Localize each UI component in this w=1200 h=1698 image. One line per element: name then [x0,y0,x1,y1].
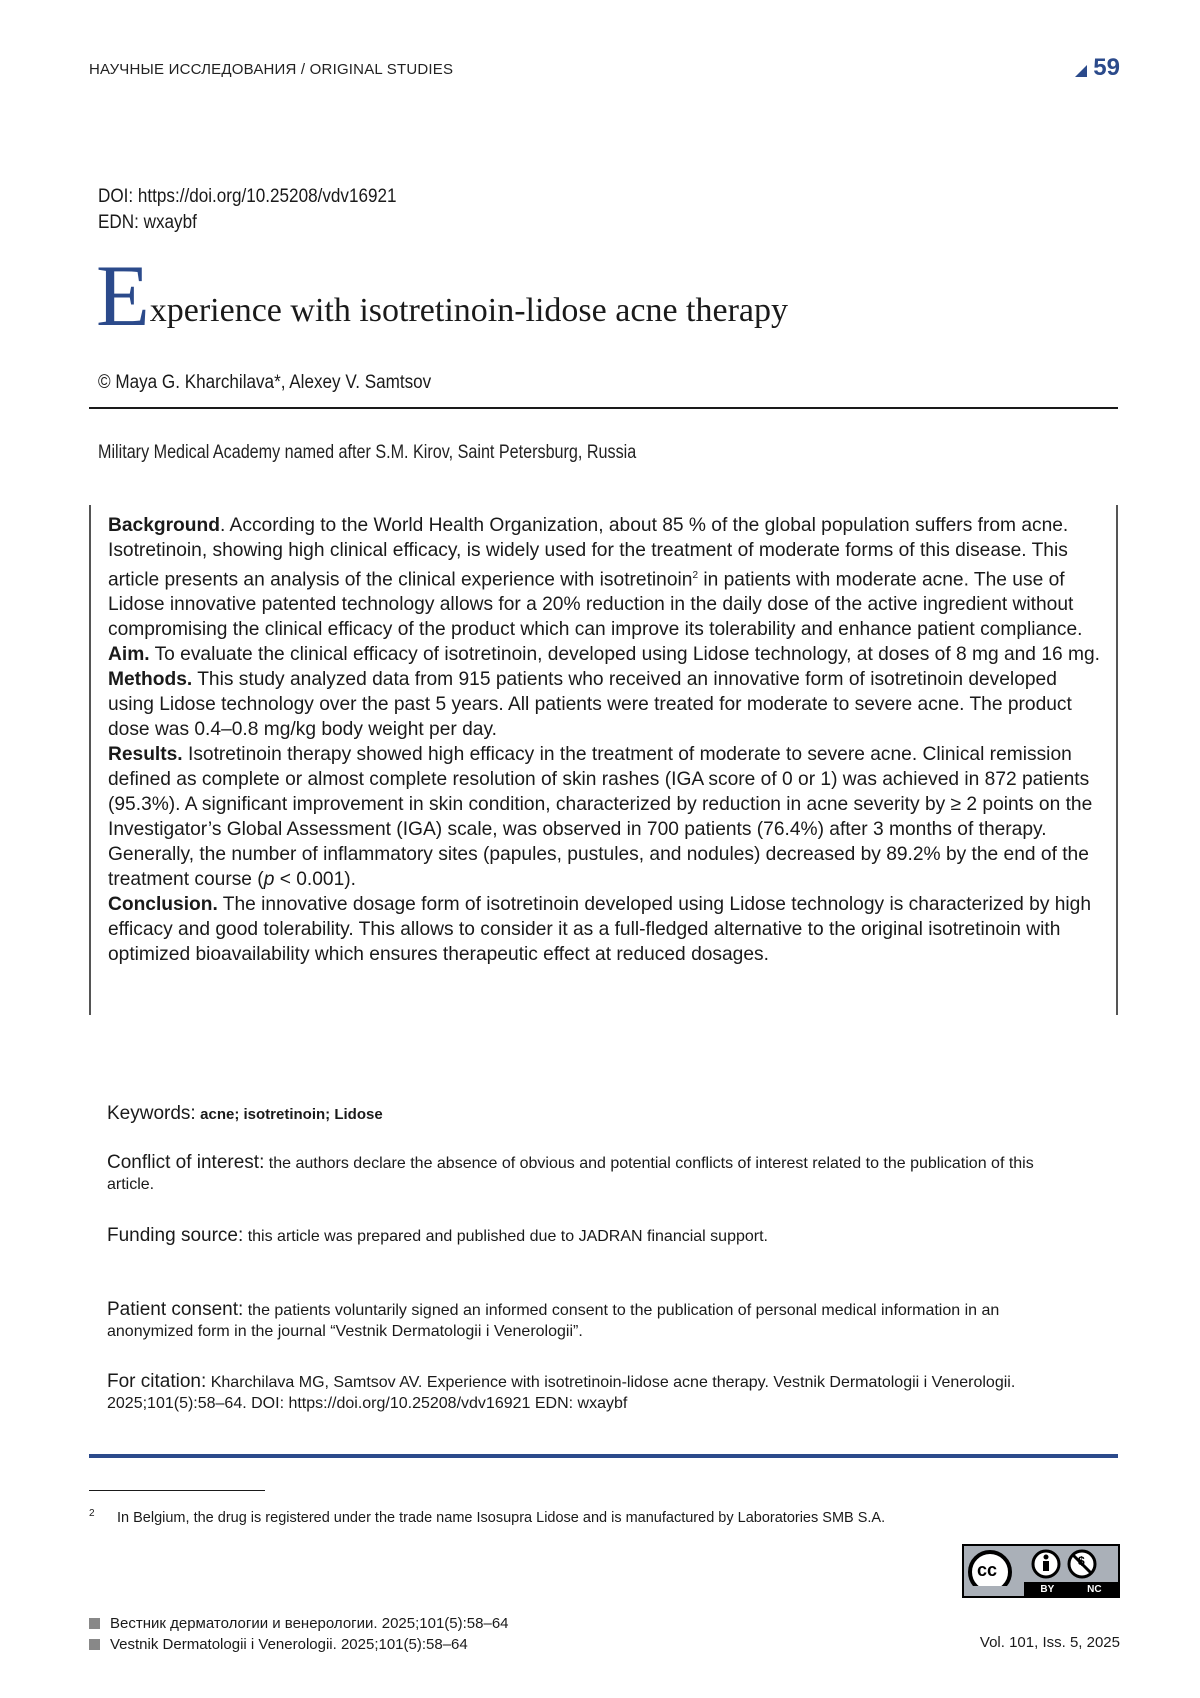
consent-value: the patients voluntarily signed an informed consent to the publication of personal medical information in an anonymized form in the journal “Vestnik Dermatologii i Venerologii”. [107,1302,1000,1340]
abstract-box [89,505,1118,1015]
page-number [1075,54,1120,82]
conclusion-text: The innovative dosage form of isotretinoin developed using Lidose technology is characterized by high efficacy and good tolerability. This allows to consider it as a full-fledged alternative to the original isotretinoin with optimized bioavailability which ensures therapeutic effect at reduced dosages. [108,894,1092,966]
cc-text: cc [977,1560,998,1580]
abstract-background [108,513,1100,642]
background-text: . According to the World Health Organization, about 85 % of the global population suffers from acne. Isotretinoin, showing high clinical efficacy, is widely used for the treatment of moderate forms of this disease. This article presents an analysis of the clinical experience with isotretinoin [108,515,1069,591]
journal-info [89,1613,509,1655]
funding-label: Funding source: [107,1225,244,1246]
journal-en: Vestnik Dermatologii i Venerologii. 2025;101(5):58–64 [110,1636,468,1653]
section-divider [89,1454,1118,1458]
methods-text: This study analyzed data from 915 patients who received an innovative form of isotretinoin developed using Lidose technology over the past 5 years. All patients were treated for moderate to severe acne. The product dose was 0.4–0.8 mg/kg body weight per day. [108,669,1072,741]
affiliation: Military Medical Academy named after S.M. Kirov, Saint Petersburg, Russia [98,442,637,463]
results-text-2: < 0.001). [274,869,356,891]
abstract-conclusion [108,892,1100,967]
section-label: НАУЧНЫЕ ИССЛЕДОВАНИЯ / ORIGINAL STUDIES [89,61,454,78]
volume-info: Vol. 101, Iss. 5, 2025 [979,1634,1120,1651]
results-text: Isotretinoin therapy showed high efficacy in the treatment of moderate to severe acne. Clinical remission defined as complete or almost complete resolution of skin rashes (IGA score of 0 or 1) was achieved in 872 patients (95.3%). A significant improvement in skin condition, characterized by reduction in acne severity by ≥ 2 points on the Investigator’s Global Assessment (IGA) scale, was observed in 700 patients (76.4%) after 3 months of therapy. Generally, the number of inflammatory sites (papules, pustules, and nodules) decreased by 89.2% by the end of the treatment course ( [108,744,1093,891]
dollar-icon: $ [1078,1554,1085,1568]
abstract-methods [108,667,1100,742]
edn-line: EDN: wxaybf [98,212,197,233]
footnote-divider [89,1490,265,1491]
journal-ru-row [89,1613,509,1634]
title-initial: E [96,248,150,345]
abstract-aim [108,642,1100,667]
license-by: BY [1040,1583,1055,1595]
footnote-mark: 2 [89,1508,95,1519]
title-divider [89,407,1118,409]
consent-label: Patient consent: [107,1299,244,1320]
citation-value[interactable]: Kharchilava MG, Samtsov AV. Experience with isotretinoin-lidose acne therapy. Vestnik Dermatologii i Venerologii. 2025;101(5):58–64. DOI: https://doi.org/10.25208/vdv16921 EDN: wxaybf [107,1374,1016,1412]
footnote-ref[interactable]: 2 [692,570,699,581]
keywords [107,1103,1067,1125]
background-label: Background [108,515,220,536]
funding-source [107,1225,1067,1247]
funding-value: this article was prepared and published due to JADRAN financial support. [247,1228,768,1245]
title-rest: xperience with isotretinoin-lidose acne therapy [149,292,788,329]
triangle-icon [1075,65,1087,77]
patient-consent [107,1299,1067,1342]
results-label: Results. [108,744,183,766]
conflict-of-interest [107,1152,1067,1195]
square-bullet-icon [89,1618,100,1629]
citation-label: For citation: [107,1371,207,1392]
license-bar [1024,1582,1118,1596]
square-bullet-icon [89,1639,100,1650]
page-number-value: 59 [1093,54,1120,81]
p-symbol: p [263,869,275,891]
background-text-2: in patients with moderate acne. The use of Lidose innovative patented technology allows for a 20% reduction in the daily dose of the active ingredient without compromising the clinical efficacy of the product which can improve its tolerability and enhance patient compliance. [108,569,1083,641]
doi-line[interactable]: DOI: https://doi.org/10.25208/vdv16921 [98,186,397,207]
keywords-label: Keywords: [107,1103,196,1124]
aim-label: Aim. [108,644,150,666]
conflict-label: Conflict of interest: [107,1152,265,1173]
aim-text: To evaluate the clinical efficacy of isotretinoin, developed using Lidose technology, at doses of 8 mg and 16 mg. [149,644,1100,666]
authors: © Maya G. Kharchilava*, Alexey V. Samtsov [98,372,432,393]
article-title [96,248,788,345]
methods-label: Methods. [108,669,193,691]
abstract-results [108,742,1100,892]
cc-license-badge[interactable] [962,1544,1120,1598]
journal-ru: Вестник дерматологии и венерологии. 2025;101(5):58–64 [110,1615,509,1632]
footnote [89,1508,1089,1526]
conflict-value: the authors declare the absence of obvious and potential conflicts of interest related to the publication of this article. [107,1155,1034,1193]
license-nc: NC [1087,1583,1102,1595]
citation [107,1371,1067,1414]
conclusion-label: Conclusion. [108,894,218,916]
footnote-text: In Belgium, the drug is registered under the trade name Isosupra Lidose and is manufactured by Laboratories SMB S.A. [117,1509,886,1526]
keywords-value: acne; isotretinoin; Lidose [200,1106,383,1123]
identifiers [98,184,397,236]
journal-en-row [89,1634,509,1655]
